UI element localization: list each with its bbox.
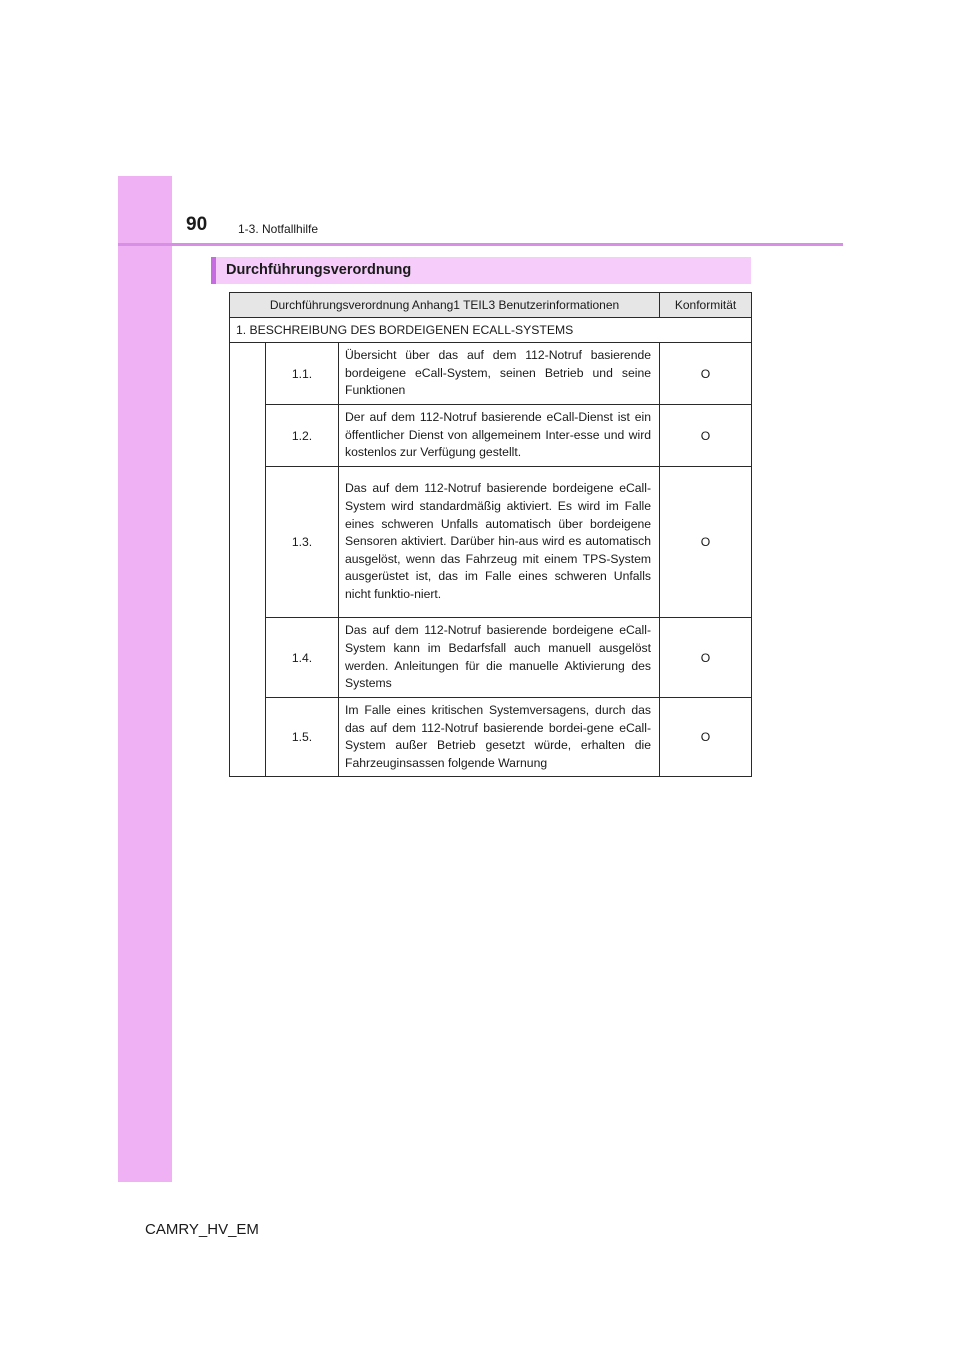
item-number: 1.2. — [266, 405, 339, 467]
table-row — [230, 467, 752, 618]
header-regulation: Durchführungsverordnung Anhang1 TEIL3 Benutzerinformationen — [230, 293, 660, 318]
table-row — [230, 618, 752, 698]
item-text: Das auf dem 112-Notruf basierende bordeigene eCall-System kann im Bedarfsfall auch manuell ausgelöst werden. Anleitungen für die manuelle Aktivierung des Systems — [339, 618, 660, 698]
table-row — [230, 405, 752, 467]
section-title: 1. BESCHREIBUNG DES BORDEIGENEN ECALL-SYSTEMS — [230, 318, 752, 343]
header-divider — [118, 243, 843, 246]
chapter-label: 1-3. Notfallhilfe — [238, 222, 319, 236]
item-number: 1.4. — [266, 618, 339, 698]
item-conformity: O — [660, 467, 752, 618]
item-text: Im Falle eines kritischen Systemversagens, durch das das auf dem 112-Notruf basierende bordei-gene eCall-System außer Betrieb gesetzt würde, erhalten die Fahrzeuginsassen folgende Warnung — [339, 698, 660, 777]
indent-cell — [230, 343, 266, 777]
item-number: 1.1. — [266, 343, 339, 405]
section-heading: Durchführungsverordnung — [211, 257, 751, 284]
item-conformity: O — [660, 343, 752, 405]
page-number: 90 — [186, 214, 208, 235]
item-conformity: O — [660, 698, 752, 777]
header-conformity: Konformität — [660, 293, 752, 318]
table-row — [230, 343, 752, 405]
regulation-table — [229, 292, 752, 777]
item-text: Übersicht über das auf dem 112-Notruf basierende bordeigene eCall-System, seinen Betrieb und seine Funktionen — [339, 343, 660, 405]
item-text: Das auf dem 112-Notruf basierende bordeigene eCall-System wird standardmäßig aktiviert. Es wird im Falle eines schweren Unfalls automatisch über bordeigene Sensoren aktiviert. Darüber hin-aus wird es automatisch ausgelöst, wenn das Fahrzeug mit einem TPS-System ausgerüstet ist, das im Falle eines schweren Unfalls nicht funktio-niert. — [339, 467, 660, 618]
table-row — [230, 698, 752, 777]
item-conformity: O — [660, 618, 752, 698]
item-text: Der auf dem 112-Notruf basierende eCall-Dienst ist ein öffentlicher Dienst von allgemeinem Inter-esse und wird kostenlos zur Verfügung gestellt. — [339, 405, 660, 467]
item-conformity: O — [660, 405, 752, 467]
item-number: 1.3. — [266, 467, 339, 618]
side-color-band — [118, 176, 172, 1182]
table-section-row — [230, 318, 752, 343]
item-number: 1.5. — [266, 698, 339, 777]
document-code: CAMRY_HV_EM — [145, 1221, 259, 1238]
table-header-row — [230, 293, 752, 318]
